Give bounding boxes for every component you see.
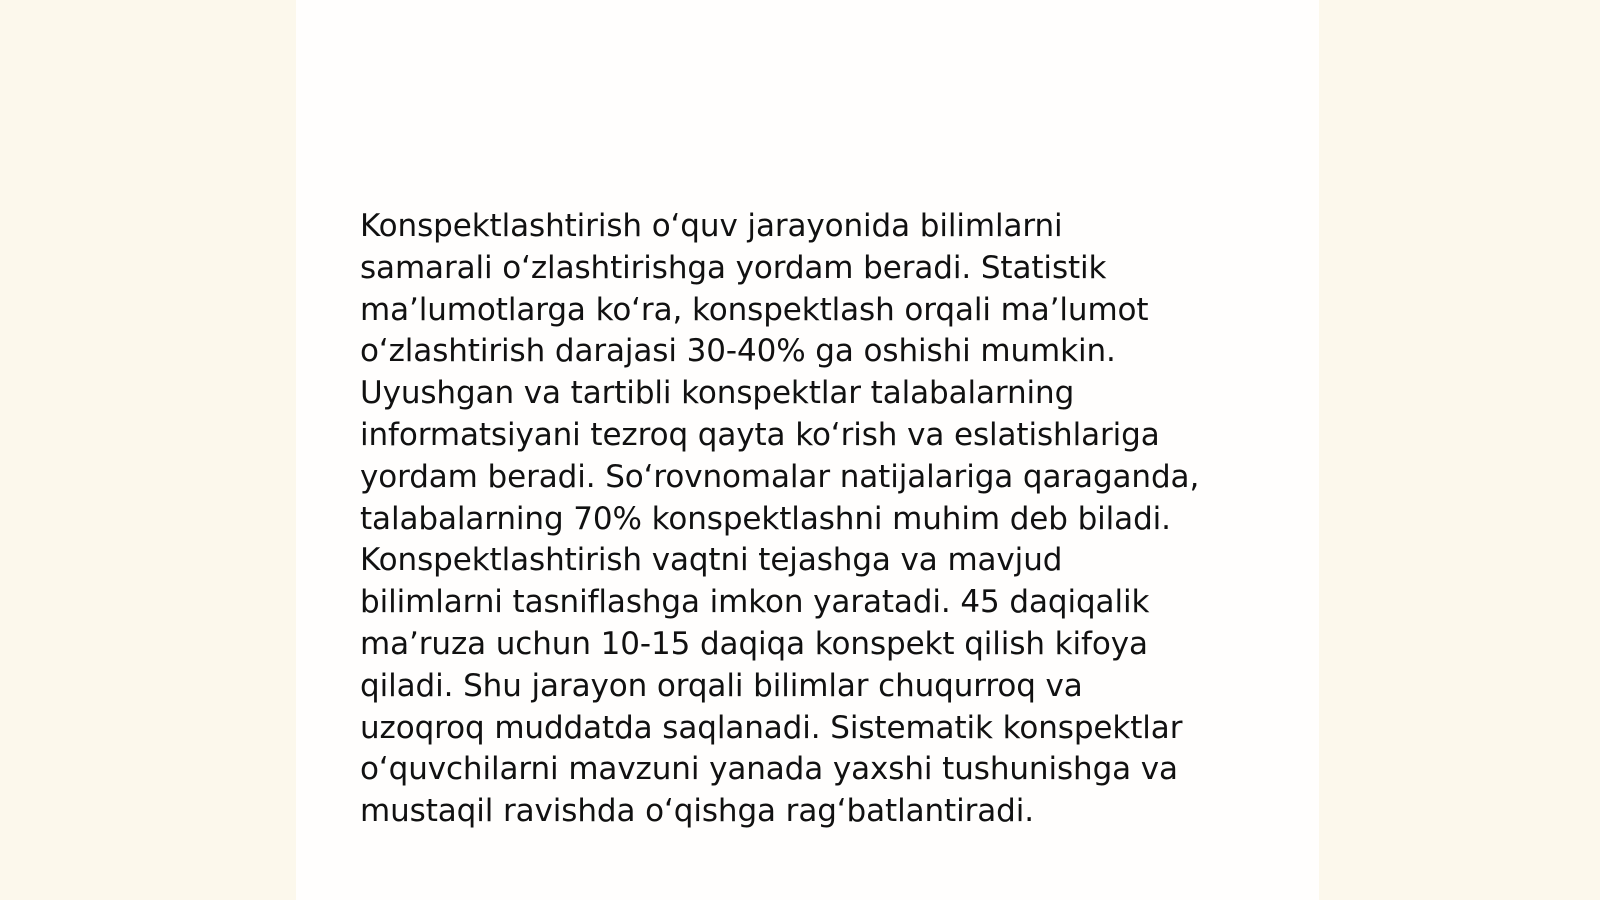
body-paragraph: Konspektlashtirish o‘quv jarayonida bilimlarni samarali o‘zlashtirishga yordam beradi. Statistik ma’lumotlarga ko‘ra, konspektlash orqali ma’lumot o‘zlashtirish darajasi 30-40% ga oshishi mumkin. Uyushgan va tartibli konspektlar talabalarning informatsiyani tezroq qayta ko‘rish va eslatishlariga yordam beradi. So‘rovnomalar natijalariga qaraganda, talabalarning 70% konspektlashni muhim deb biladi. Konspektlashtirish vaqtni tejashga va mavjud bilimlarni tasniflashga imkon yaratadi. 45 daqiqalik ma’ruza uchun 10-15 daqiqa konspekt qilish kifoya qiladi. Shu jarayon orqali bilimlar chuqurroq va uzoqroq muddatda saqlanadi. Sistematik konspektlar o‘quvchilarni mavzuni yanada yaxshi tushunishga va mustaqil ravishda o‘qishga rag‘batlantiradi.: [360, 208, 1200, 830]
